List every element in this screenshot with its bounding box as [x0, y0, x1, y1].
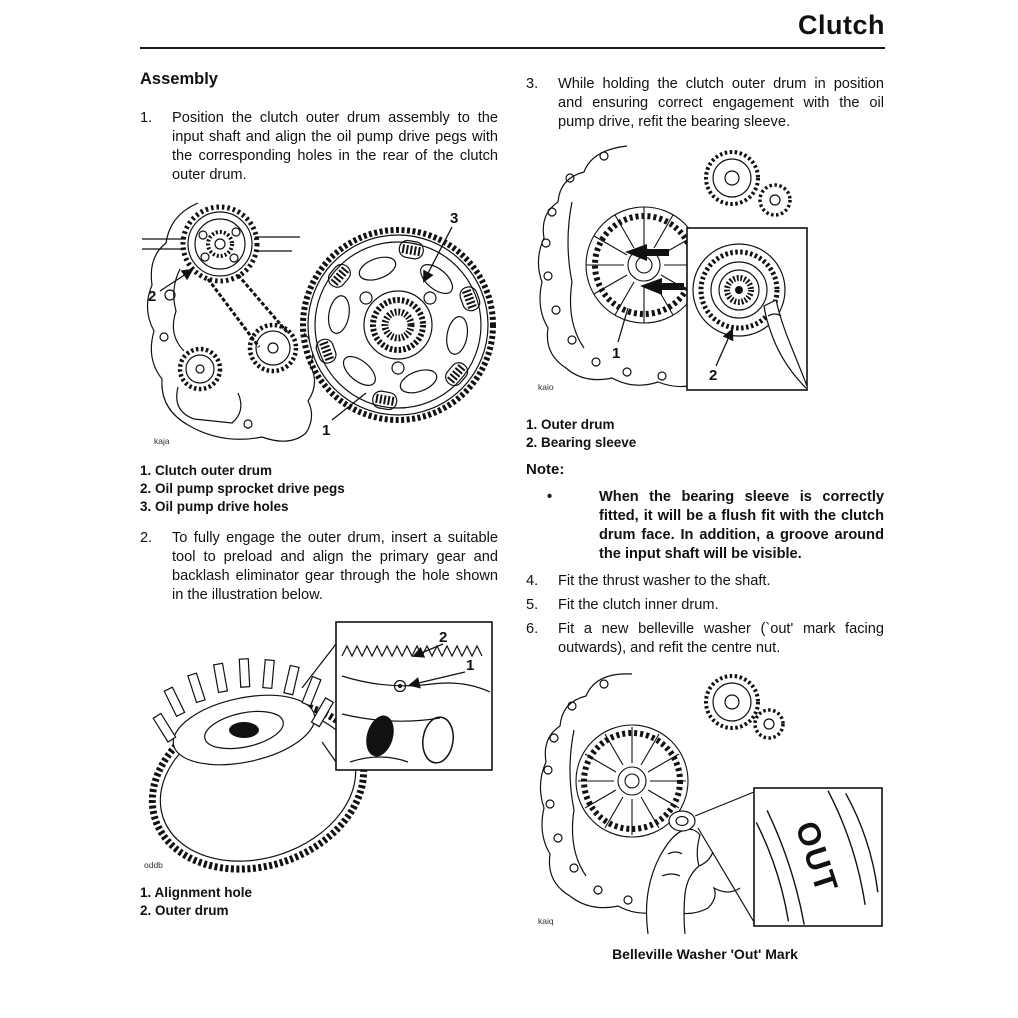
step-1-number: 1. [140, 110, 153, 126]
figure4-caption: Belleville Washer 'Out' Mark [612, 946, 798, 962]
fig1-illustration [140, 197, 498, 452]
clutch-drum-face-drawing [303, 230, 493, 420]
figure1-captions [140, 462, 498, 516]
fig3-illustration [532, 140, 884, 402]
step-4 [526, 572, 884, 591]
step-2 [140, 529, 498, 605]
step-1-text: Position the clutch outer drum assembly to the input shaft and align the oil pump drive pegs with the corresponding holes in the rear of the clutch outer drum. [172, 110, 498, 183]
figure-bearing-sleeve [532, 140, 884, 402]
alignment-hole-inset [336, 622, 492, 770]
left-column [140, 68, 498, 920]
figure3-captions [526, 416, 884, 452]
note-text: When the bearing sleeve is correctly fitted, it will be a flush fit with the clutch drum face. In addition, a groove around the input shaft will be visible. [599, 489, 884, 562]
figure-caption-line: 2. Oil pump sprocket drive pegs [140, 481, 345, 496]
step-2-text: To fully engage the outer drum, insert a suitable tool to preload and align the primary gear and backlash eliminator gear through the hole shown in the illustration below. [172, 530, 498, 603]
step-5-text: Fit the clutch inner drum. [558, 597, 719, 613]
step-5-number: 5. [526, 597, 539, 613]
header-divider [140, 47, 885, 49]
fig2-illustration [140, 614, 498, 876]
figure-caption-line: 1. Clutch outer drum [140, 463, 273, 478]
figure-code: kaja [154, 436, 170, 446]
step-5 [526, 596, 884, 615]
callout-label-3: 3 [450, 210, 459, 227]
step-3 [526, 75, 884, 132]
callout-label-2: 2 [439, 629, 448, 646]
figure-caption-line: 1. Outer drum [526, 417, 615, 432]
figure-caption-line: 2. Bearing sleeve [526, 435, 637, 450]
step-1 [140, 109, 498, 185]
figure-code: oddb [144, 860, 163, 870]
washer-drawing [669, 811, 695, 831]
step-3-text: While holding the clutch outer drum in position and ensuring correct engagement with the oil pump drive, refit the bearing sleeve. [558, 76, 884, 130]
step-4-number: 4. [526, 573, 539, 589]
figure-alignment-hole [140, 614, 498, 876]
step-6-number: 6. [526, 621, 539, 637]
step-4-text: Fit the thrust washer to the shaft. [558, 573, 771, 589]
bullet-icon: • [547, 489, 553, 505]
page-title: Clutch [798, 10, 885, 40]
bearing-sleeve-inset [687, 228, 807, 390]
clutch-drum-drawing [586, 207, 702, 323]
out-mark-inset [754, 784, 884, 929]
figure-caption-line: 1. Alignment hole [140, 885, 253, 900]
figure2-captions [140, 884, 498, 920]
hand-drawing [647, 829, 714, 934]
callout-label-1: 1 [466, 657, 475, 674]
step-2-number: 2. [140, 530, 153, 546]
fig4-illustration [532, 666, 884, 934]
step-6 [526, 620, 884, 658]
step-6-text: Fit a new belleville washer (`out' mark facing outwards), and refit the centre nut. [558, 621, 884, 656]
callout-label-1: 1 [322, 422, 331, 439]
out-mark-label: OUT [788, 816, 846, 898]
figure-clutch-outer-drum [140, 197, 498, 452]
figure-belleville-washer [532, 666, 884, 934]
engine-case-drawing [142, 203, 315, 441]
arrow-left-icon [625, 244, 669, 261]
right-column [526, 68, 884, 962]
figure-code: kaio [538, 382, 554, 392]
step-3-number: 3. [526, 76, 539, 92]
figure-code: kaiq [538, 916, 554, 926]
callout-label-1: 1 [612, 345, 621, 362]
note-bullet-item [526, 488, 884, 564]
callout-label-2: 2 [709, 367, 718, 384]
callout-label-2: 2 [148, 288, 157, 305]
figure-caption-line: 3. Oil pump drive holes [140, 499, 289, 514]
note-heading: Note: [526, 461, 565, 478]
section-title-assembly: Assembly [140, 70, 218, 88]
figure-caption-line: 2. Outer drum [140, 903, 229, 918]
